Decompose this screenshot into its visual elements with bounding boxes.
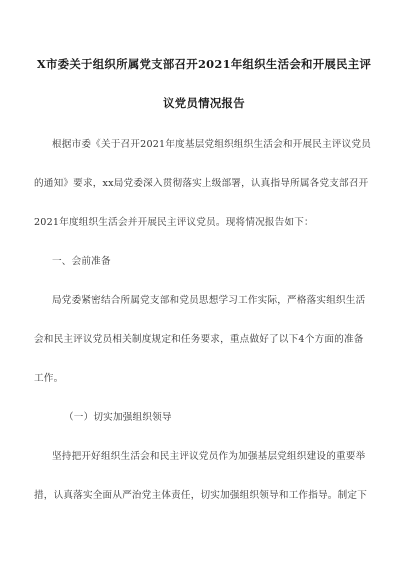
paragraph-2-line-2: 会和民主评议党员相关制度规定和任务要求，重点做好了以下4个方面的准备 — [34, 334, 364, 345]
section-heading-1: 一、会前准备 — [52, 256, 111, 267]
subsection-heading-1: （一）切实加强组织领导 — [64, 412, 172, 423]
paragraph-3-line-1: 坚持把开好组织生活会和民主评议党员作为加强基层党组织建设的重要举 — [52, 451, 366, 462]
paragraph-1-line-2: 的通知》要求，xx局党委深入贯彻落实上级部署，认真指导所属各党支部召开 — [34, 178, 369, 189]
paragraph-1-line-1: 根据市委《关于召开2021年度基层党组织组织生活会和开展民主评议党员 — [52, 139, 372, 150]
paragraph-2-line-3: 工作。 — [34, 373, 64, 384]
paragraph-1-line-3: 2021年度组织生活会并开展民主评议党员。现将情况报告如下： — [34, 217, 314, 228]
document-title-line-1: X市委关于组织所属党支部召开2021年组织生活会和开展民主评 — [36, 57, 372, 71]
paragraph-2-line-1: 局党委紧密结合所属党支部和党员思想学习工作实际，严格落实组织生活 — [52, 295, 366, 306]
paragraph-3-line-2: 措，认真落实全面从严治党主体责任，切实加强组织领导和工作指导。制定下 — [34, 490, 367, 501]
document-title-line-2: 议党员情况报告 — [163, 96, 245, 110]
